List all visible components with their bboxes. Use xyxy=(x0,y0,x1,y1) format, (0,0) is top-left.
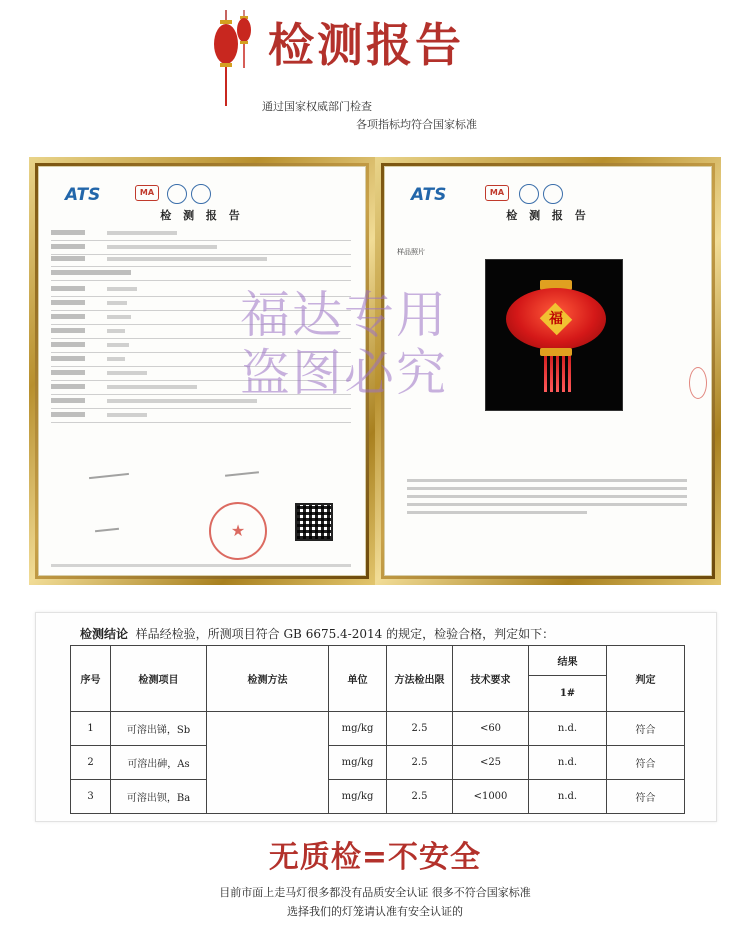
conclusion-text: 样品经检验，所测项目符合 GB 6675.4-2014 的规定，检验合格，判定如下： xyxy=(135,627,555,641)
field-row xyxy=(51,269,351,281)
sample-photo xyxy=(485,259,623,411)
watermark-line-1: 福达专用 xyxy=(240,286,448,344)
certificate-footnote xyxy=(51,564,351,567)
watermark-line-2: 盗图必究 xyxy=(240,344,448,402)
qr-code-icon xyxy=(295,503,333,541)
field-row xyxy=(51,229,351,241)
footer-line-1: 目前市面上走马灯很多都没有品质安全认证 很多不符合国家标准 xyxy=(219,886,531,899)
note-line xyxy=(407,479,687,482)
conclusion-label: 检测结论 xyxy=(80,627,129,641)
cell-method xyxy=(207,712,329,814)
cell-judgement: 符合 xyxy=(607,712,685,746)
slogan: 无质检=不安全 xyxy=(268,840,482,875)
cell-item: 可溶出锑，Sb xyxy=(111,712,207,746)
edge-stamp-icon xyxy=(689,367,707,399)
cell-requirement: <25 xyxy=(453,746,529,780)
cell-unit: mg/kg xyxy=(329,780,387,814)
note-line xyxy=(407,503,687,506)
cell-unit: mg/kg xyxy=(329,746,387,780)
table-row xyxy=(71,712,685,746)
field-row xyxy=(51,243,351,255)
header-requirement: 技术要求 xyxy=(453,646,529,712)
sample-photo-label: 样品照片 xyxy=(397,248,425,256)
table-header-row xyxy=(71,646,685,676)
header-limit: 方法检出限 xyxy=(387,646,453,712)
footer-line-2: 选择我们的灯笼请认准有安全认证的 xyxy=(287,905,463,918)
cell-judgement: 符合 xyxy=(607,746,685,780)
note-line xyxy=(407,487,687,490)
signature xyxy=(89,473,129,479)
cell-item: 可溶出砷，As xyxy=(111,746,207,780)
subtitle-line-1: 通过国家权威部门检查 xyxy=(262,100,372,113)
cell-result: n.d. xyxy=(529,712,607,746)
certificate-title: 检 测 报 告 xyxy=(506,209,590,222)
cell-no: 1 xyxy=(71,712,111,746)
cell-judgement: 符合 xyxy=(607,780,685,814)
cell-limit: 2.5 xyxy=(387,780,453,814)
cell-result: n.d. xyxy=(529,746,607,780)
header-result: 结果 xyxy=(529,646,607,676)
header-method: 检测方法 xyxy=(207,646,329,712)
header-judgement: 判定 xyxy=(607,646,685,712)
certificate-title: 检 测 报 告 xyxy=(160,209,244,222)
cell-unit: mg/kg xyxy=(329,712,387,746)
cell-result: n.d. xyxy=(529,780,607,814)
watermark xyxy=(240,286,490,402)
signature xyxy=(225,471,259,477)
subtitle-line-2: 各项指标均符合国家标准 xyxy=(356,118,477,131)
ma-mark-icon: MA xyxy=(485,185,509,201)
cell-requirement: <1000 xyxy=(453,780,529,814)
note-line xyxy=(407,495,687,498)
fu-character-badge: 福 xyxy=(540,303,573,336)
cell-limit: 2.5 xyxy=(387,712,453,746)
lantern-decoration-icon xyxy=(212,10,262,110)
table-row xyxy=(71,780,685,814)
field-row xyxy=(51,411,351,423)
header-unit: 单位 xyxy=(329,646,387,712)
official-seal-icon: ★ xyxy=(209,502,267,560)
header-no: 序号 xyxy=(71,646,111,712)
ilac-mark-icon xyxy=(167,184,187,204)
ma-mark-icon: MA xyxy=(135,185,159,201)
page-title: 检测报告 xyxy=(268,18,464,72)
cell-requirement: <60 xyxy=(453,712,529,746)
signature xyxy=(95,528,119,532)
conclusion-statement xyxy=(80,625,554,642)
cell-no: 3 xyxy=(71,780,111,814)
table-row xyxy=(71,746,685,780)
cell-limit: 2.5 xyxy=(387,746,453,780)
cell-item: 可溶出钡，Ba xyxy=(111,780,207,814)
header-item: 检测项目 xyxy=(111,646,207,712)
field-row xyxy=(51,255,351,267)
ats-logo: ATS xyxy=(411,185,447,205)
cnas-mark-icon xyxy=(543,184,563,204)
ilac-mark-icon xyxy=(519,184,539,204)
test-conclusion-panel xyxy=(35,612,717,822)
note-line xyxy=(407,511,587,514)
results-table xyxy=(70,645,685,814)
cell-no: 2 xyxy=(71,746,111,780)
header-result-sample: 1# xyxy=(529,676,607,712)
ats-logo: ATS xyxy=(65,185,101,205)
cnas-mark-icon xyxy=(191,184,211,204)
